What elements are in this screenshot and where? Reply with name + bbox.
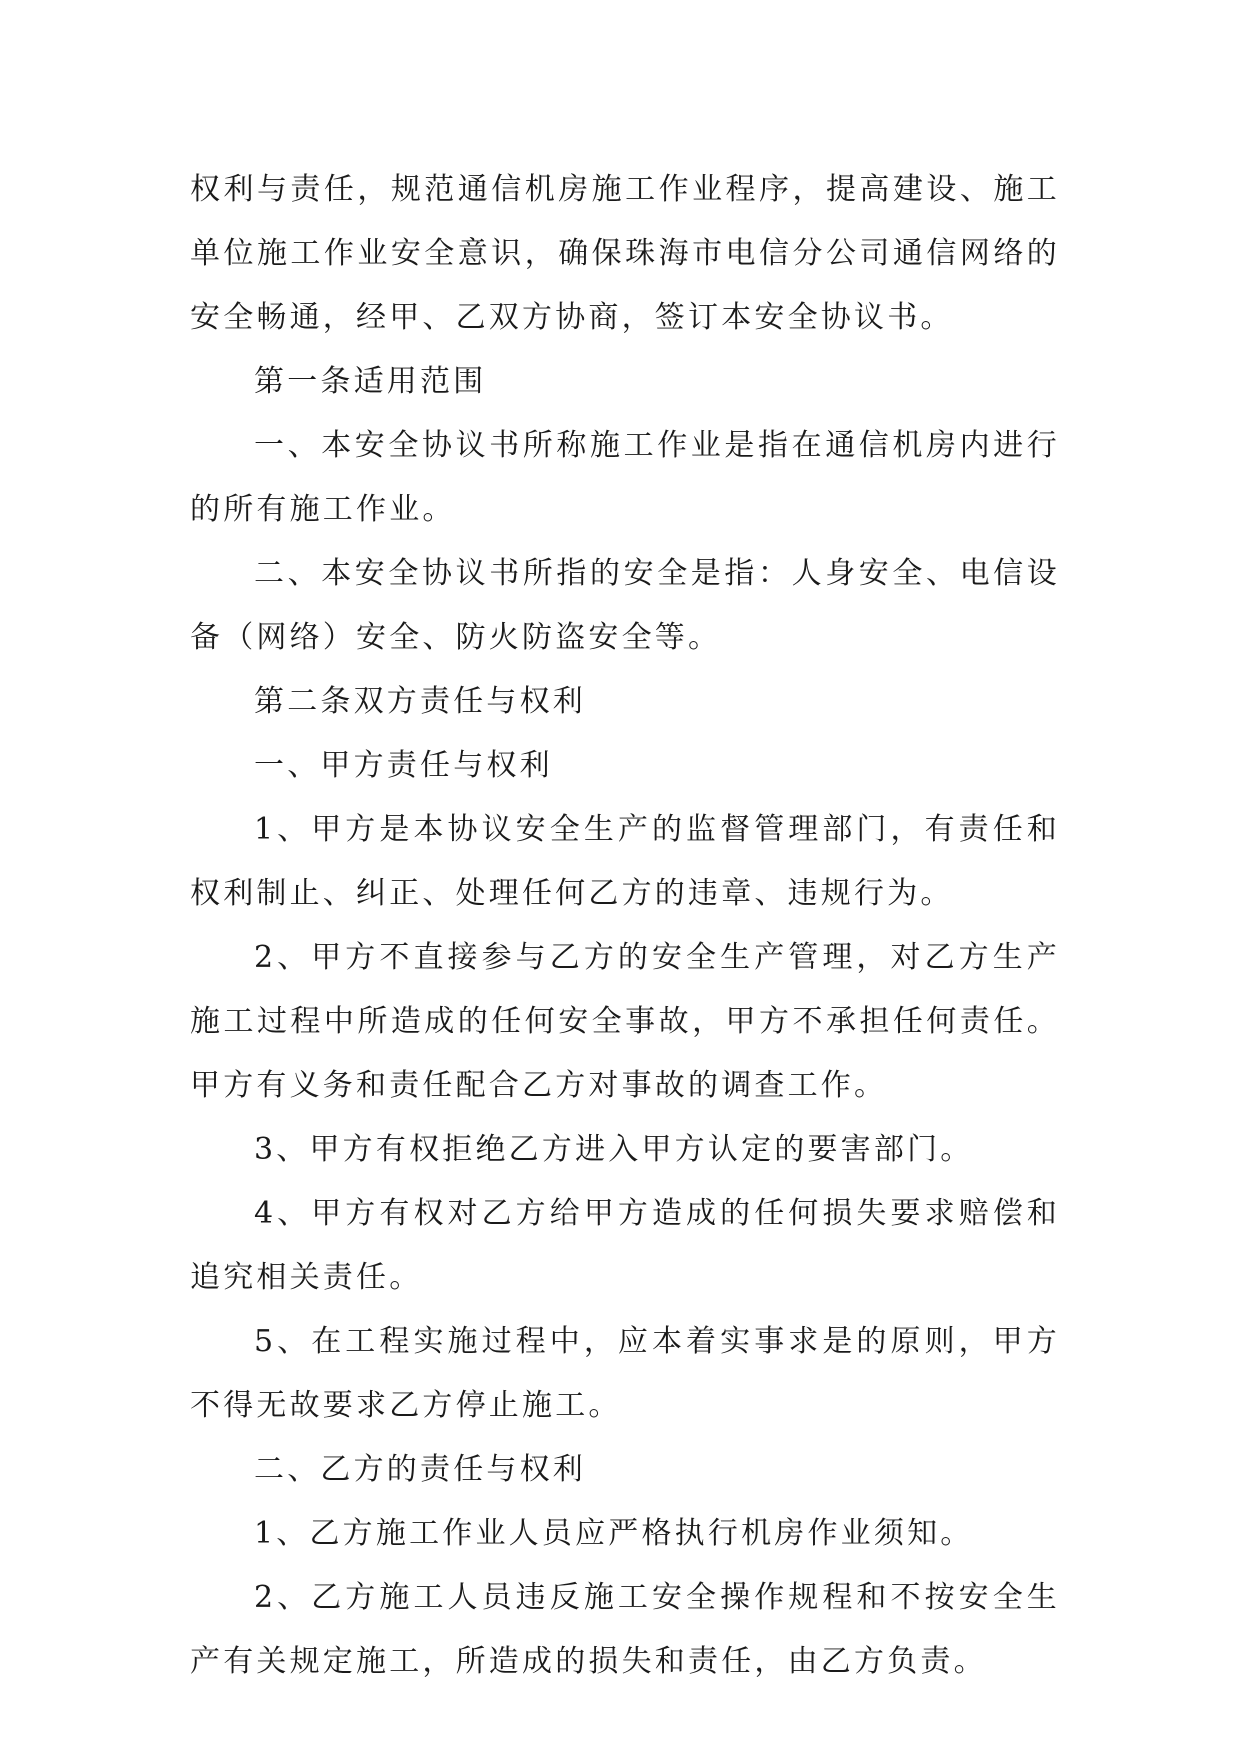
party-b-item-2: 2、乙方施工人员违反施工安全操作规程和不按安全生产有关规定施工，所造成的损失和责任，由乙方负责。	[190, 1580, 1060, 1679]
article-2-heading: 第二条双方责任与权利	[254, 684, 586, 719]
article-1-clause-2: 二、本安全协议书所指的安全是指：人身安全、电信设备（网络）安全、防火防盗安全等。	[190, 556, 1060, 655]
article-1-clause-1: 一、本安全协议书所称施工作业是指在通信机房内进行的所有施工作业。	[190, 428, 1060, 527]
party-b-item-1: 1、乙方施工作业人员应严格执行机房作业须知。	[254, 1516, 974, 1551]
document-body	[190, 158, 1060, 1694]
paragraph-intro: 权利与责任，规范通信机房施工作业程序，提高建设、施工单位施工作业安全意识，确保珠海市电信分公司通信网络的安全畅通，经甲、乙双方协商，签订本安全协议书。	[190, 172, 1060, 335]
party-a-item-3: 3、甲方有权拒绝乙方进入甲方认定的要害部门。	[254, 1132, 974, 1167]
party-a-heading: 一、甲方责任与权利	[254, 748, 553, 783]
party-a-item-4: 4、甲方有权对乙方给甲方造成的任何损失要求赔偿和追究相关责任。	[190, 1196, 1060, 1295]
party-a-item-5: 5、在工程实施过程中，应本着实事求是的原则，甲方不得无故要求乙方停止施工。	[190, 1324, 1060, 1423]
party-a-item-2: 2、甲方不直接参与乙方的安全生产管理，对乙方生产施工过程中所造成的任何安全事故，甲方不承担任何责任。甲方有义务和责任配合乙方对事故的调查工作。	[190, 940, 1060, 1103]
party-a-item-1: 1、甲方是本协议安全生产的监督管理部门，有责任和权利制止、纠正、处理任何乙方的违章、违规行为。	[190, 812, 1060, 911]
party-b-heading: 二、乙方的责任与权利	[254, 1452, 586, 1487]
article-1-heading: 第一条适用范围	[254, 364, 487, 399]
